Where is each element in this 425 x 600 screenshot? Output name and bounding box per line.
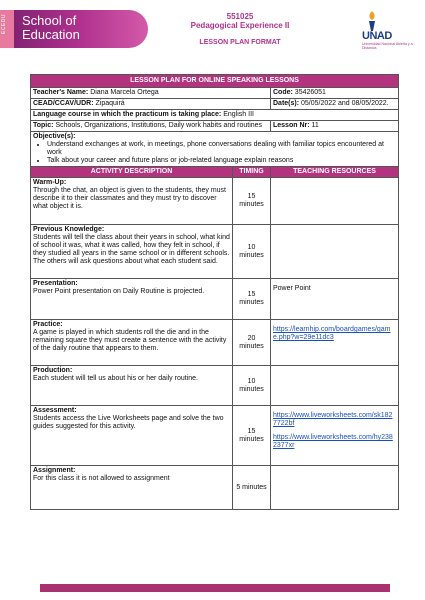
center-cell [31, 99, 271, 110]
activity-row-production [31, 366, 399, 406]
activity-text: A game is played in which students roll the die and in the remaining square they must create a sentence with the activity of the daily routine that appears to them. [33, 329, 227, 352]
teacher-value: Diana Marcela Ortega [90, 89, 159, 96]
resource-power-point: Power Point [273, 285, 311, 292]
objective-item: • Understand exchanges at work, in meetings, phone conversations dealing with familiar topics encountered at work [47, 141, 396, 157]
timing-column-header: TIMING [233, 167, 271, 178]
activity-title: Practice: [33, 321, 63, 328]
topic-label: Topic: [33, 122, 54, 129]
table-banner: LESSON PLAN FOR ONLINE SPEAKING LESSONS [31, 75, 399, 88]
banner-row [31, 75, 399, 88]
topic-value: Schools, Organizations, Institutions, Daily work habits and routines [55, 122, 263, 129]
activity-title: Assessment: [33, 407, 77, 414]
boardgame-link[interactable]: https://learnhip.com/boardgames/game.php?w=29e11dc3 [273, 326, 391, 341]
course-row [31, 110, 399, 121]
topic-row [31, 121, 399, 132]
activity-resources [271, 320, 399, 366]
code-label: Code: [273, 89, 293, 96]
activity-title: Previous Knowledge: [33, 226, 105, 233]
activity-timing: 20 minutes [233, 320, 271, 366]
activity-title: Assignment: [33, 467, 76, 474]
topic-cell [31, 121, 271, 132]
center-label: CEAD/CCAV/UDR: [33, 100, 94, 107]
brand-strip: ECEDU [0, 10, 14, 48]
column-header-row [31, 167, 399, 178]
activity-text: Power Point presentation on Daily Routine is projected. [33, 288, 205, 295]
activity-description [31, 466, 233, 510]
lesson-number-cell [271, 121, 399, 132]
lesson-plan-table [30, 74, 399, 510]
activity-timing: 10 minutes [233, 366, 271, 406]
page-footer-band [40, 584, 390, 592]
objectives-list [47, 141, 396, 165]
activity-timing: 15 minutes [233, 178, 271, 225]
activity-text: Students will tell the class about their years in school, what kind of school it was, what it was called, how they felt in school, if they studied all years in the same school or in different schools. The others will ask questions about what each student said. [33, 234, 230, 265]
activity-description [31, 366, 233, 406]
dates-cell [271, 99, 399, 110]
resources-column-header: TEACHING RESOURCES [271, 167, 399, 178]
torch-icon [364, 10, 380, 32]
unad-logo: UNAD Universidad Nacional Abierta y a Distancia [360, 10, 418, 50]
activity-description [31, 279, 233, 320]
activity-description [31, 178, 233, 225]
school-of-education-logo [0, 10, 148, 48]
activity-description [31, 406, 233, 466]
teacher-name-cell [31, 88, 271, 99]
activity-timing: 5 minutes [233, 466, 271, 510]
activity-description [31, 225, 233, 279]
code-value: 35426051 [294, 89, 326, 96]
course-code: 551025 [226, 12, 254, 21]
objectives-row [31, 132, 399, 167]
brand-text: School of Education [22, 13, 80, 42]
objectives-label: Objective(s): [33, 133, 76, 140]
lesson-number-value: 11 [311, 122, 319, 129]
language-course-value: English III [223, 111, 254, 118]
activity-title: Warm-Up: [33, 179, 67, 186]
activity-row-assignment [31, 466, 399, 510]
activity-text: Through the chat, an object is given to the students, they must describe it to their classmates and they must try to discover what object it is. [33, 187, 227, 210]
activity-timing: 15 minutes [233, 406, 271, 466]
objective-item: • Talk about your career and future plans or job-related language explain reasons [47, 157, 396, 165]
activity-row-assessment [31, 406, 399, 466]
course-name: Pedagogical Experience II [190, 21, 290, 30]
activity-row-presentation [31, 279, 399, 320]
activity-resources [271, 279, 399, 320]
activity-description [31, 320, 233, 366]
teacher-label: Teacher's Name: [33, 89, 89, 96]
activity-resources [271, 178, 399, 225]
dates-value: 05/05/2022 and 08/05/2022. [301, 100, 389, 107]
activity-row-warm-up [31, 178, 399, 225]
activity-text: Each student will tell us about his or her daily routine. [33, 375, 198, 382]
activity-timing: 10 minutes [233, 225, 271, 279]
liveworksheet-link-2[interactable]: https://www.liveworksheets.com/hy2382377xr [273, 434, 393, 449]
activity-text: Students access the Live Worksheets page and solve the two guides suggested for this activity. [33, 415, 224, 430]
activity-title: Presentation: [33, 280, 78, 287]
activity-resources [271, 406, 399, 466]
lesson-number-label: Lesson Nr: [273, 122, 310, 129]
activity-resources [271, 366, 399, 406]
center-row [31, 99, 399, 110]
activity-title: Production: [33, 367, 73, 374]
activity-row-previous-knowledge [31, 225, 399, 279]
document-header [0, 0, 425, 62]
code-cell [271, 88, 399, 99]
activity-resources [271, 225, 399, 279]
activity-text: For this class it is not allowed to assignment [33, 475, 170, 482]
dates-label: Date(s): [273, 100, 300, 107]
format-title: LESSON PLAN FORMAT [199, 39, 281, 46]
activity-row-practice [31, 320, 399, 366]
teacher-row [31, 88, 399, 99]
liveworksheet-link-1[interactable]: https://www.liveworksheets.com/sk1827722bf [273, 412, 393, 427]
activity-resources [271, 466, 399, 510]
activity-timing: 15 minutes [233, 279, 271, 320]
center-value: Zipaquirá [95, 100, 125, 107]
activity-column-header: ACTIVITY DESCRIPTION [31, 167, 233, 178]
language-course-label: Language course in which the practicum is taking place: [33, 111, 222, 118]
language-course-cell [31, 110, 399, 121]
objectives-cell [31, 132, 399, 167]
